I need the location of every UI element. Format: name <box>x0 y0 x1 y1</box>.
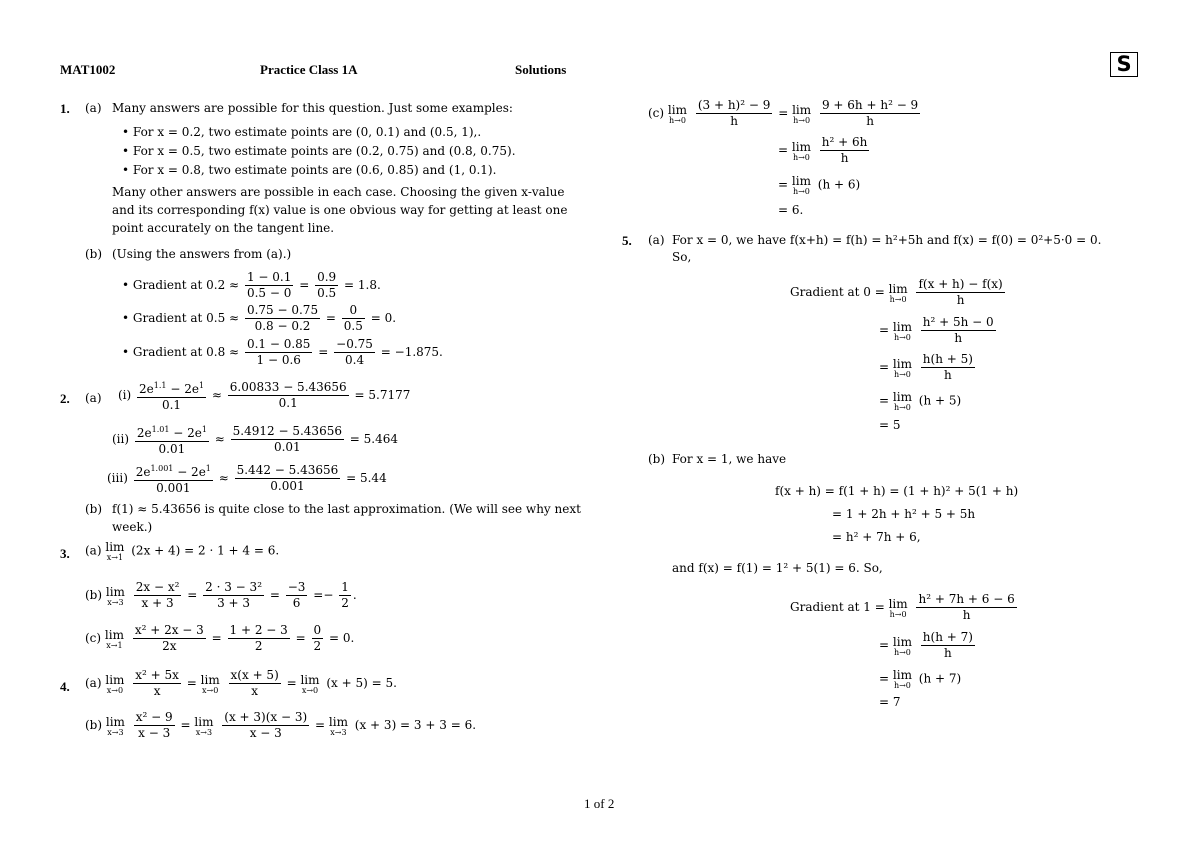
q1a-intro: Many answers are possible for this question. Just some examples: <box>112 101 513 115</box>
limit-operator: lim x→0 <box>200 672 220 695</box>
fraction: $\frac{\text{x² − 9}}{x - 3}$ <box>135 710 173 740</box>
q1a-bullet-1 <box>122 126 481 138</box>
fraction: $\frac{6.00833 - 5.43656}{0.1}$ <box>229 380 347 410</box>
limit-operator: lim h→0 <box>892 668 912 690</box>
q5b-step-3: = lim h→0 (h + 7) <box>879 668 962 690</box>
q3c-result: = 0. <box>328 631 355 645</box>
limit-operator: lim x→1 <box>105 540 125 562</box>
bullet-icon: • <box>122 163 130 177</box>
q5b-step-2: = lim h→0 $\frac{h(h + 7)}{h}$ <box>879 630 973 660</box>
q1-number: 1. <box>60 101 70 116</box>
q3c-label: (c) <box>85 631 102 645</box>
limit-operator: lim h→0 <box>888 596 908 619</box>
bullet-icon: • <box>122 311 130 325</box>
limit-operator: lim h→0 <box>892 356 912 379</box>
fraction: $\frac{0.9}{0.5}$ <box>317 270 337 300</box>
q4b-label: (b) <box>85 718 103 732</box>
q1a-label: (a) <box>85 101 102 115</box>
q2a-result: = 5.7177 <box>354 388 411 402</box>
fraction: $\frac{2e^{1.01} - 2e^1}{0.01}$ <box>135 422 209 457</box>
q1b-result: = 0. <box>370 311 397 325</box>
q4c-expression: (h + 6) <box>817 177 861 192</box>
fraction: $\frac{\text{x² + 5x}}{x}$ <box>135 668 179 698</box>
q5b-prefix: Gradient at 1 = <box>790 600 885 614</box>
q5b-line-1: f(x + h) = f(1 + h) = (1 + h)² + 5(1 + h) <box>775 484 1019 498</box>
fraction: $\frac{-0.75}{0.4}$ <box>336 337 373 367</box>
q5a-so: So, <box>672 250 692 264</box>
q5a-prefix: Gradient at 0 = <box>790 285 885 299</box>
q4c-step-3: = lim h→0 (h + 6) <box>778 174 861 196</box>
fraction: $\frac{\text{h² + 7h + 6 − 6}}{h}$ <box>918 592 1015 622</box>
q4a-label: (a) <box>85 676 102 690</box>
limit-operator: lim x→0 <box>300 672 320 695</box>
limit-operator: lim x→1 <box>104 627 124 650</box>
limit-operator: lim h→0 <box>792 102 812 125</box>
fraction: $\frac{-3}{6}$ <box>287 580 306 610</box>
q5a-label: (a) <box>648 233 665 247</box>
q1b-row-1: • Gradient at 0.2 ≈ $\frac{1 - 0.1}{0.5 - 0}$ = $\frac{0.9}{0.5}$ = 1.8. <box>122 270 381 300</box>
bullet-icon: • <box>122 125 130 139</box>
q4c: (c) lim h→0 $\frac{\text{(3 + h)² − 9}}{h}$ = lim h→0 $\frac{\text{9 + 6h + h² − 9}}{h}$ <box>648 98 919 128</box>
fraction: $\frac{2e^{1.001} - 2e^1}{0.001}$ <box>134 461 213 496</box>
limit-operator: lim h→0 <box>892 319 912 342</box>
document-title: Practice Class 1A <box>260 62 358 77</box>
q4b: (b) lim x→3 $\frac{\text{x² − 9}}{x - 3}$ = lim x→3 $\frac{(x + 3)(x - 3)}{x - 3}$ = lim x→3 (x + 3) = 3 + 3 = 6. <box>85 710 477 740</box>
q5b-line-2: = 1 + 2h + h² + 5 + 5h <box>832 507 976 521</box>
q5b-line-3: = h² + 7h + 6, <box>832 530 921 544</box>
q5b-label: (b) <box>648 452 666 466</box>
bullet-icon: • <box>122 278 130 292</box>
fraction: $\frac{5.4912 - 5.43656}{0.01}$ <box>232 424 342 454</box>
q5a-step-3: = lim h→0 $\frac{h(h + 5)}{h}$ <box>879 352 973 382</box>
fraction: $\frac{\text{(3 + h)² − 9}}{h}$ <box>697 98 771 128</box>
q4a: (a) lim x→0 $\frac{\text{x² + 5x}}{x}$ = lim x→0 $\frac{x(x + 5)}{x}$ = lim x→0 (x + 5) = 5. <box>85 668 397 698</box>
fraction: $\frac{5.442 - 5.43656}{0.001}$ <box>236 463 339 493</box>
fraction: $\frac{h(h + 5)}{h}$ <box>922 352 973 382</box>
fraction: $\frac{0}{2}$ <box>313 623 322 653</box>
fraction: $\frac{\text{9 + 6h + h² − 9}}{h}$ <box>821 98 919 128</box>
limit-operator: lim x→3 <box>194 714 214 737</box>
fraction: $\frac{x(x + 5)}{x}$ <box>230 668 279 698</box>
q4c-label: (c) <box>648 106 665 120</box>
q3c: (c) lim x→1 $\frac{\text{x² + 2x − 3}}{2x}$ = $\frac{1 + 2 - 3}{2}$ = $\frac{0}{2}$ = 0. <box>85 623 355 653</box>
q4a-expression: (x + 5) = 5. <box>326 676 397 690</box>
q1a-bullet-text: For x = 0.2, two estimate points are (0, 0.1) and (0.5, 1),. <box>132 125 482 139</box>
q1a-bullet-text: For x = 0.5, two estimate points are (0.2, 0.75) and (0.8, 0.75). <box>132 144 516 158</box>
q2a-result: = 5.44 <box>346 471 387 485</box>
limit-operator: lim h→0 <box>667 102 687 125</box>
q1b-label: (b) <box>85 247 103 261</box>
q4-number: 4. <box>60 679 70 694</box>
q5b-expression: (h + 7) <box>918 671 962 686</box>
q1b-prefix: Gradient at 0.5 ≈ <box>132 311 240 325</box>
q1a-note: Many other answers are possible in each case. Choosing the given x-value and its corresponding f(x) value is one obvious way for getting at least one point accurately on the tangent line. <box>112 185 568 235</box>
limit-operator: lim x→3 <box>105 714 125 737</box>
fraction: $\frac{\text{2x − x²}}{x + 3}$ <box>135 580 180 610</box>
document-kind: Solutions <box>515 62 567 77</box>
row-label: (ii) <box>112 432 130 446</box>
q4c-step-2: = lim h→0 $\frac{\text{h² + 6h}}{h}$ <box>778 135 868 165</box>
fraction: $\frac{0}{0.5}$ <box>343 303 363 333</box>
q1b-prefix: Gradient at 0.2 ≈ <box>132 278 240 292</box>
q2-number: 2. <box>60 391 70 406</box>
q5a-text: For x = 0, we have f(x+h) = f(h) = h²+5h and f(x) = f(0) = 0²+5·0 = 0. <box>672 233 1102 247</box>
q1b-prefix: Gradient at 0.8 ≈ <box>132 345 240 359</box>
fraction: $\frac{0.75 - 0.75}{0.8 - 0.2}$ <box>246 303 319 333</box>
limit-operator: lim h→0 <box>791 174 811 196</box>
q3-number: 3. <box>60 546 70 561</box>
fraction: $\frac{1 - 0.1}{0.5 - 0}$ <box>246 270 292 300</box>
q5a-expression: (h + 5) <box>918 393 962 408</box>
limit-operator: lim h→0 <box>892 390 912 412</box>
bullet-icon: • <box>122 144 130 158</box>
limit-operator: lim h→0 <box>791 139 811 162</box>
q5b-and: and f(x) = f(1) = 1² + 5(1) = 6. So, <box>672 561 883 575</box>
fraction: $\frac{2e^{1.1} - 2e^1}{0.1}$ <box>137 378 206 413</box>
row-label: (i) <box>118 388 132 402</box>
q1b-row-3: • Gradient at 0.8 ≈ $\frac{0.1 - 0.85}{1 - 0.6}$ = $\frac{-0.75}{0.4}$ = −1.875. <box>122 337 443 367</box>
fraction: $\frac{(x + 3)(x - 3)}{x - 3}$ <box>224 710 308 740</box>
q5a-step-2: = lim h→0 $\frac{\text{h² + 5h − 0}}{h}$ <box>879 315 994 345</box>
fraction: $\frac{f(x + h) - f(x)}{h}$ <box>918 277 1003 307</box>
limit-operator: lim h→0 <box>892 634 912 657</box>
page-number: 1 of 2 <box>584 796 615 811</box>
q5-number: 5. <box>622 233 632 248</box>
q5a-result: = 5 <box>879 418 901 432</box>
q5b-step-1 <box>790 592 1019 623</box>
q4b-expression: (x + 3) = 3 + 3 = 6. <box>354 718 477 732</box>
q3b: (b) lim x→3 $\frac{\text{2x − x²}}{x + 3}$ = $\frac{\text{2 · 3 − 3²}}{3 + 3}$ = $\frac{-3}{6}$ =− $\frac{1}{2}$ . <box>85 580 357 610</box>
course-code: MAT1002 <box>60 62 116 77</box>
fraction: $\frac{\text{h² + 5h − 0}}{h}$ <box>922 315 994 345</box>
q1a-bullet-text: For x = 0.8, two estimate points are (0.6, 0.85) and (1, 0.1). <box>132 163 497 177</box>
q3a <box>85 540 279 562</box>
q5b-result: = 7 <box>879 695 901 709</box>
fraction: $\frac{\text{2 · 3 − 3²}}{3 + 3}$ <box>205 580 262 610</box>
q2a-row-3: (iii) $\frac{2e^{1.001} - 2e^1}{0.001}$ ≈ $\frac{5.442 - 5.43656}{0.001}$ = 5.44 <box>107 463 387 495</box>
q2a-row-1: (i) $\frac{2e^{1.1} - 2e^1}{0.1}$ ≈ $\frac{6.00833 - 5.43656}{0.1}$ = 5.7177 <box>118 380 411 412</box>
limit-operator: lim x→3 <box>328 714 348 737</box>
q1a-bullet-2 <box>122 145 516 157</box>
limit-operator: lim x→0 <box>105 672 125 695</box>
q5b-intro: For x = 1, we have <box>672 452 787 466</box>
q3a-expression: (2x + 4) = 2 · 1 + 4 = 6. <box>131 543 280 558</box>
q2a-label: (a) <box>85 391 102 405</box>
fraction: $\frac{\text{x² + 2x − 3}}{2x}$ <box>134 623 204 653</box>
q3b-label: (b) <box>85 588 103 602</box>
fraction: $\frac{1 + 2 - 3}{2}$ <box>229 623 288 653</box>
q1b-intro: (Using the answers from (a).) <box>112 247 292 261</box>
q2b-label: (b) <box>85 502 103 516</box>
limit-operator: lim h→0 <box>888 281 908 304</box>
q1b-result: = 1.8. <box>344 278 381 292</box>
q5a-step-4: = lim h→0 (h + 5) <box>879 390 962 412</box>
q1b-result: = −1.875. <box>380 345 443 359</box>
fraction: $\frac{1}{2}$ <box>341 580 349 610</box>
q4c-result: = 6. <box>778 203 804 217</box>
fraction: $\frac{\text{h² + 6h}}{h}$ <box>821 135 868 165</box>
bullet-icon: • <box>122 345 130 359</box>
row-label: (iii) <box>107 471 128 485</box>
q3a-label: (a) <box>85 543 102 558</box>
q2b-text: f(1) ≈ 5.43656 is quite close to the last approximation. (We will see why next week.) <box>112 502 581 534</box>
q5a-step-1 <box>790 277 1007 308</box>
limit-operator: lim x→3 <box>105 584 125 607</box>
q1b-row-2: • Gradient at 0.5 ≈ $\frac{0.75 - 0.75}{0.8 - 0.2}$ = $\frac{0}{0.5}$ = 0. <box>122 303 397 333</box>
fraction: $\frac{0.1 - 0.85}{1 - 0.6}$ <box>246 337 311 367</box>
q1a-bullet-3 <box>122 164 496 176</box>
fraction: $\frac{h(h + 7)}{h}$ <box>922 630 973 660</box>
q2a-row-2: (ii) $\frac{2e^{1.01} - 2e^1}{0.01}$ ≈ $\frac{5.4912 - 5.43656}{0.01}$ = 5.464 <box>112 424 399 456</box>
q2a-result: = 5.464 <box>349 432 399 446</box>
solutions-logo: S <box>1110 52 1138 77</box>
